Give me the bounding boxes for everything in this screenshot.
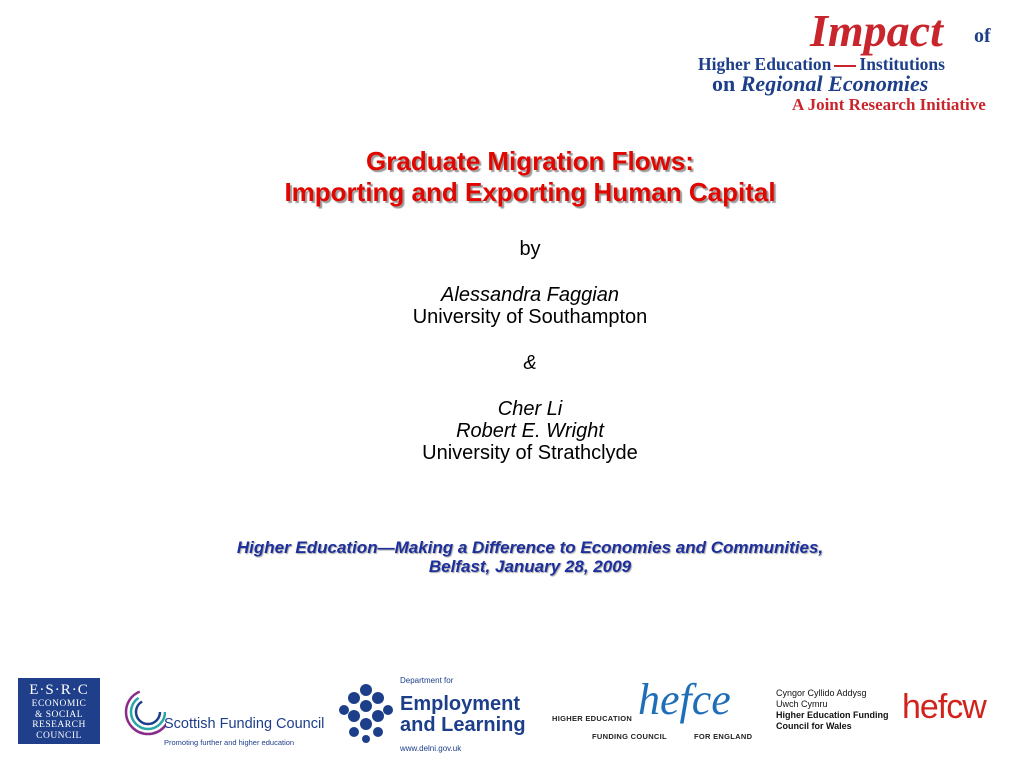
del-name-line-2: and Learning [400,714,526,736]
esrc-full-3: RESEARCH [32,720,86,730]
hefce-he: HIGHER EDUCATION [552,714,633,723]
logo-higher-education: Higher Education [698,54,832,74]
esrc-full-1: ECONOMIC [31,699,87,709]
logo-regional-economies: Regional Economies [740,71,929,96]
ampersand: & [523,352,537,374]
del-dept: Department for [400,676,454,685]
slide-title [0,146,1024,208]
title-line-1: Graduate Migration Flows: [366,146,694,176]
esrc-abbr: E·S·R·C [29,682,89,698]
del-hexagon-icon [338,682,394,744]
author-name: Alessandra Faggian [441,284,619,306]
del-url: www.delni.gov.uk [400,744,462,753]
author-affiliation: University of Strathclyde [422,442,638,464]
author-name: Cher Li [497,398,563,420]
logo-institutions: Institutions [859,54,945,74]
esrc-logo [18,678,100,744]
author-block-1 [0,284,1024,328]
hefce-fc: FUNDING COUNCIL [592,732,667,741]
logo-on: on [712,71,736,96]
author-block-2 [0,398,1024,464]
sfc-tagline: Promoting further and higher education [164,738,295,747]
esrc-full-2: & SOCIAL [34,709,84,720]
logo-line-regional [712,73,928,95]
del-name [400,694,526,736]
title-line-2: Importing and Exporting Human Capital [284,177,776,207]
del-name-line-1: Employment [400,693,521,715]
logo-tagline: A Joint Research Initiative [792,95,986,114]
impact-logo [690,6,1010,116]
sfc-name: Scottish Funding Council [164,716,325,732]
sfc-logo [122,676,325,748]
hefcw-line-1: Cyngor Cyllido Addysg [776,688,867,698]
conference-line-2: Belfast, January 28, 2009 [428,557,632,576]
sfc-swirl-icon [122,676,166,740]
esrc-full-4: COUNCIL [36,730,82,741]
hefce-logo [548,675,758,753]
hefcw-text [776,688,889,732]
author-affiliation: University of Southampton [412,306,648,328]
logo-of-word: of [974,25,991,47]
hefce-fe: FOR ENGLAND [694,732,753,741]
logo-divider [834,65,856,67]
by-label: by [519,238,541,260]
logo-impact-word: Impact [810,5,943,56]
hefcw-wordmark: hefcw [902,688,986,726]
sponsor-logos [0,670,1024,760]
author-name: Robert E. Wright [456,420,604,442]
conference-info [0,538,1024,576]
conference-line-1: Higher Education—Making a Difference to Economies and Communities, [236,538,824,557]
hefcw-line-2: Uwch Cymru [776,699,828,709]
hefcw-line-4: Council for Wales [776,721,852,731]
hefcw-line-3: Higher Education Funding [776,710,889,720]
hefce-wordmark: hefce [638,675,731,724]
del-logo [338,676,528,756]
